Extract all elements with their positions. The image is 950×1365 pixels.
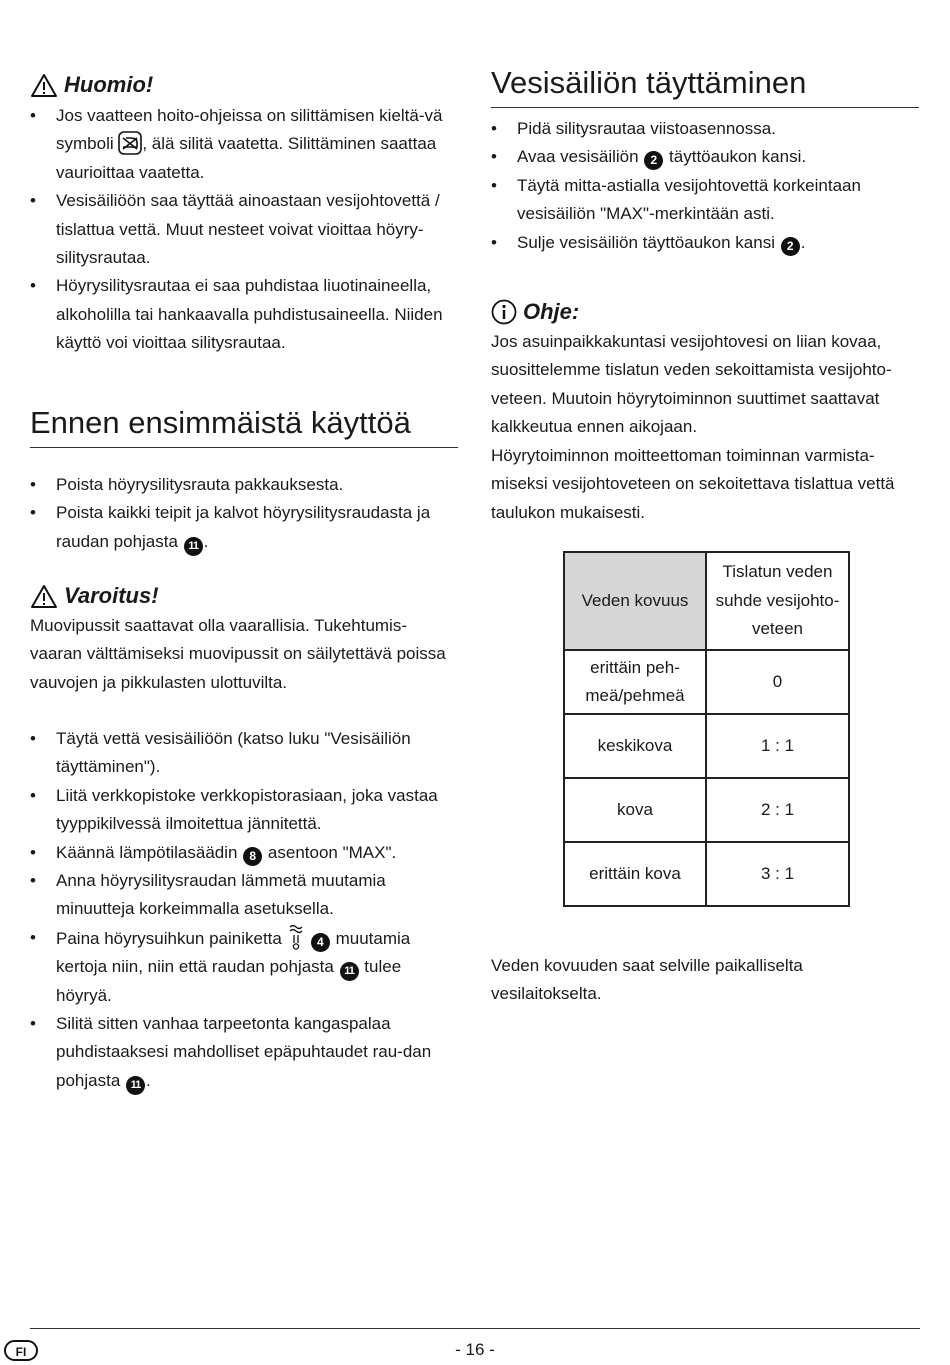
list-item: • Anna höyrysilitysraudan lämmetä muutamia minuutteja korkeimmalla asetuksella. <box>30 867 460 924</box>
part-number-badge: 2 <box>781 237 800 256</box>
list-item: • Liitä verkkopistoke verkkopistorasiaan, joka vastaa tyyppikilvessä ilmoitettua jännitettä. <box>30 782 460 839</box>
list-item: • Sulje vesisäiliön täyttöaukon kansi 2 . <box>491 229 921 257</box>
list-item: • Avaa vesisäiliön 2 täyttöaukon kansi. <box>491 143 921 171</box>
page-number: - 16 - <box>455 1340 495 1359</box>
table-cell: keskikova <box>564 714 706 778</box>
varoitus-heading: Varoitus! <box>30 582 159 610</box>
vesisailio-heading: Vesisäiliön täyttäminen <box>491 63 919 108</box>
ennen-list <box>30 471 460 556</box>
ennen-heading: Ennen ensimmäistä käyttöä <box>30 403 458 448</box>
ohje-heading: Ohje: <box>491 298 579 326</box>
footer-divider <box>30 1328 920 1329</box>
ohje-paragraph-1: Jos asuinpaikkakuntasi vesijohtovesi on liian kovaa, suosittelemme tislatun veden sekoittamista vesijohto-veteen. Muutoin höyrytoiminnon suuttimet saattavat kalkkeutua ennen aikojaan. <box>491 332 892 437</box>
part-number-badge: 4 <box>311 933 330 952</box>
ohje-paragraph-2: Höyrytoiminnon moitteettoman toiminnan varmista-miseksi vesijohtoveteen on sekoitettava tislattua vettä taulukon mukaisesti. <box>491 446 895 522</box>
closing-text: Veden kovuuden saat selville paikalliselta vesilaitokselta. <box>491 956 803 1004</box>
steam-burst-icon <box>288 924 304 950</box>
list-item: • Poista kaikki teipit ja kalvot höyrysilitysraudasta ja raudan pohjasta 11 . <box>30 499 460 556</box>
part-number-badge: 11 <box>126 1076 145 1095</box>
table-cell: 3 : 1 <box>706 842 849 906</box>
varoitus-text: Muovipussit saattavat olla vaarallisia. Tukehtumis-vaaran välttämiseksi muovipussit on säilytettävä poissa vauvojen ja pikkulasten ulottuvilta. <box>30 616 446 692</box>
part-number-badge: 8 <box>243 847 262 866</box>
part-number-badge: 2 <box>644 151 663 170</box>
list-item: • Silitä sitten vanhaa tarpeetonta kangaspalaa puhdistaaksesi mahdolliset epäpuhtaudet rau-dan pohjasta 11 . <box>30 1010 460 1095</box>
warning-icon <box>30 584 58 609</box>
huomio-heading: Huomio! <box>30 71 153 99</box>
huomio-list <box>30 102 460 358</box>
list-item: • Pidä silitysrautaa viistoasennossa. <box>491 115 921 143</box>
table-cell: erittäin kova <box>564 842 706 906</box>
warning-icon <box>30 73 58 98</box>
table-row <box>564 842 849 906</box>
table-header-cell: Tislatun veden suhde vesijohto-veteen <box>706 552 849 650</box>
list-item: • Höyrysilitysrautaa ei saa puhdistaa liuotinaineella, alkoholilla tai hankaavalla puhdistusaineella. Niiden käyttö voi vioittaa silitysrautaa. <box>30 272 460 357</box>
table-header-cell: Veden kovuus <box>564 552 706 650</box>
table-row <box>564 778 849 842</box>
list-item: • Vesisäiliöön saa täyttää ainoastaan vesijohtovettä / tislattua vettä. Muut nesteet voivat vioittaa höyry-silitysrautaa. <box>30 187 460 272</box>
part-number-badge: 11 <box>184 537 203 556</box>
list-item: • Poista höyrysilitysrauta pakkauksesta. <box>30 471 460 499</box>
list-item: • Jos vaatteen hoito-ohjeissa on silittämisen kieltä-vä symboli , älä silitä vaatetta. Silittäminen saattaa vaurioittaa vaatetta. <box>30 102 460 187</box>
table-cell: erittäin peh-meä/pehmeä <box>564 650 706 714</box>
water-hardness-table <box>563 551 850 907</box>
table-row <box>564 714 849 778</box>
no-ironing-icon <box>118 131 142 155</box>
list-item: • Täytä vettä vesisäiliöön (katso luku "Vesisäiliön täyttäminen"). <box>30 725 460 782</box>
table-cell: 0 <box>706 650 849 714</box>
list-item: • Paina höyrysuihkun painiketta 4 muutamia kertoja niin, niin että raudan pohjasta 11 tulee höyryä. <box>30 924 460 1010</box>
steps-list <box>30 725 460 1095</box>
info-icon <box>491 299 517 325</box>
list-item: • Täytä mitta-astialla vesijohtovettä korkeintaan vesisäiliön "MAX"-merkintään asti. <box>491 172 921 229</box>
list-item: • Käännä lämpötilasäädin 8 asentoon "MAX". <box>30 839 460 867</box>
table-cell: kova <box>564 778 706 842</box>
table-cell: 2 : 1 <box>706 778 849 842</box>
vesisailio-list <box>491 115 921 257</box>
part-number-badge: 11 <box>340 962 359 981</box>
table-cell: 1 : 1 <box>706 714 849 778</box>
table-row <box>564 650 849 714</box>
table-header-row <box>564 552 849 650</box>
language-badge: FI <box>4 1340 38 1361</box>
